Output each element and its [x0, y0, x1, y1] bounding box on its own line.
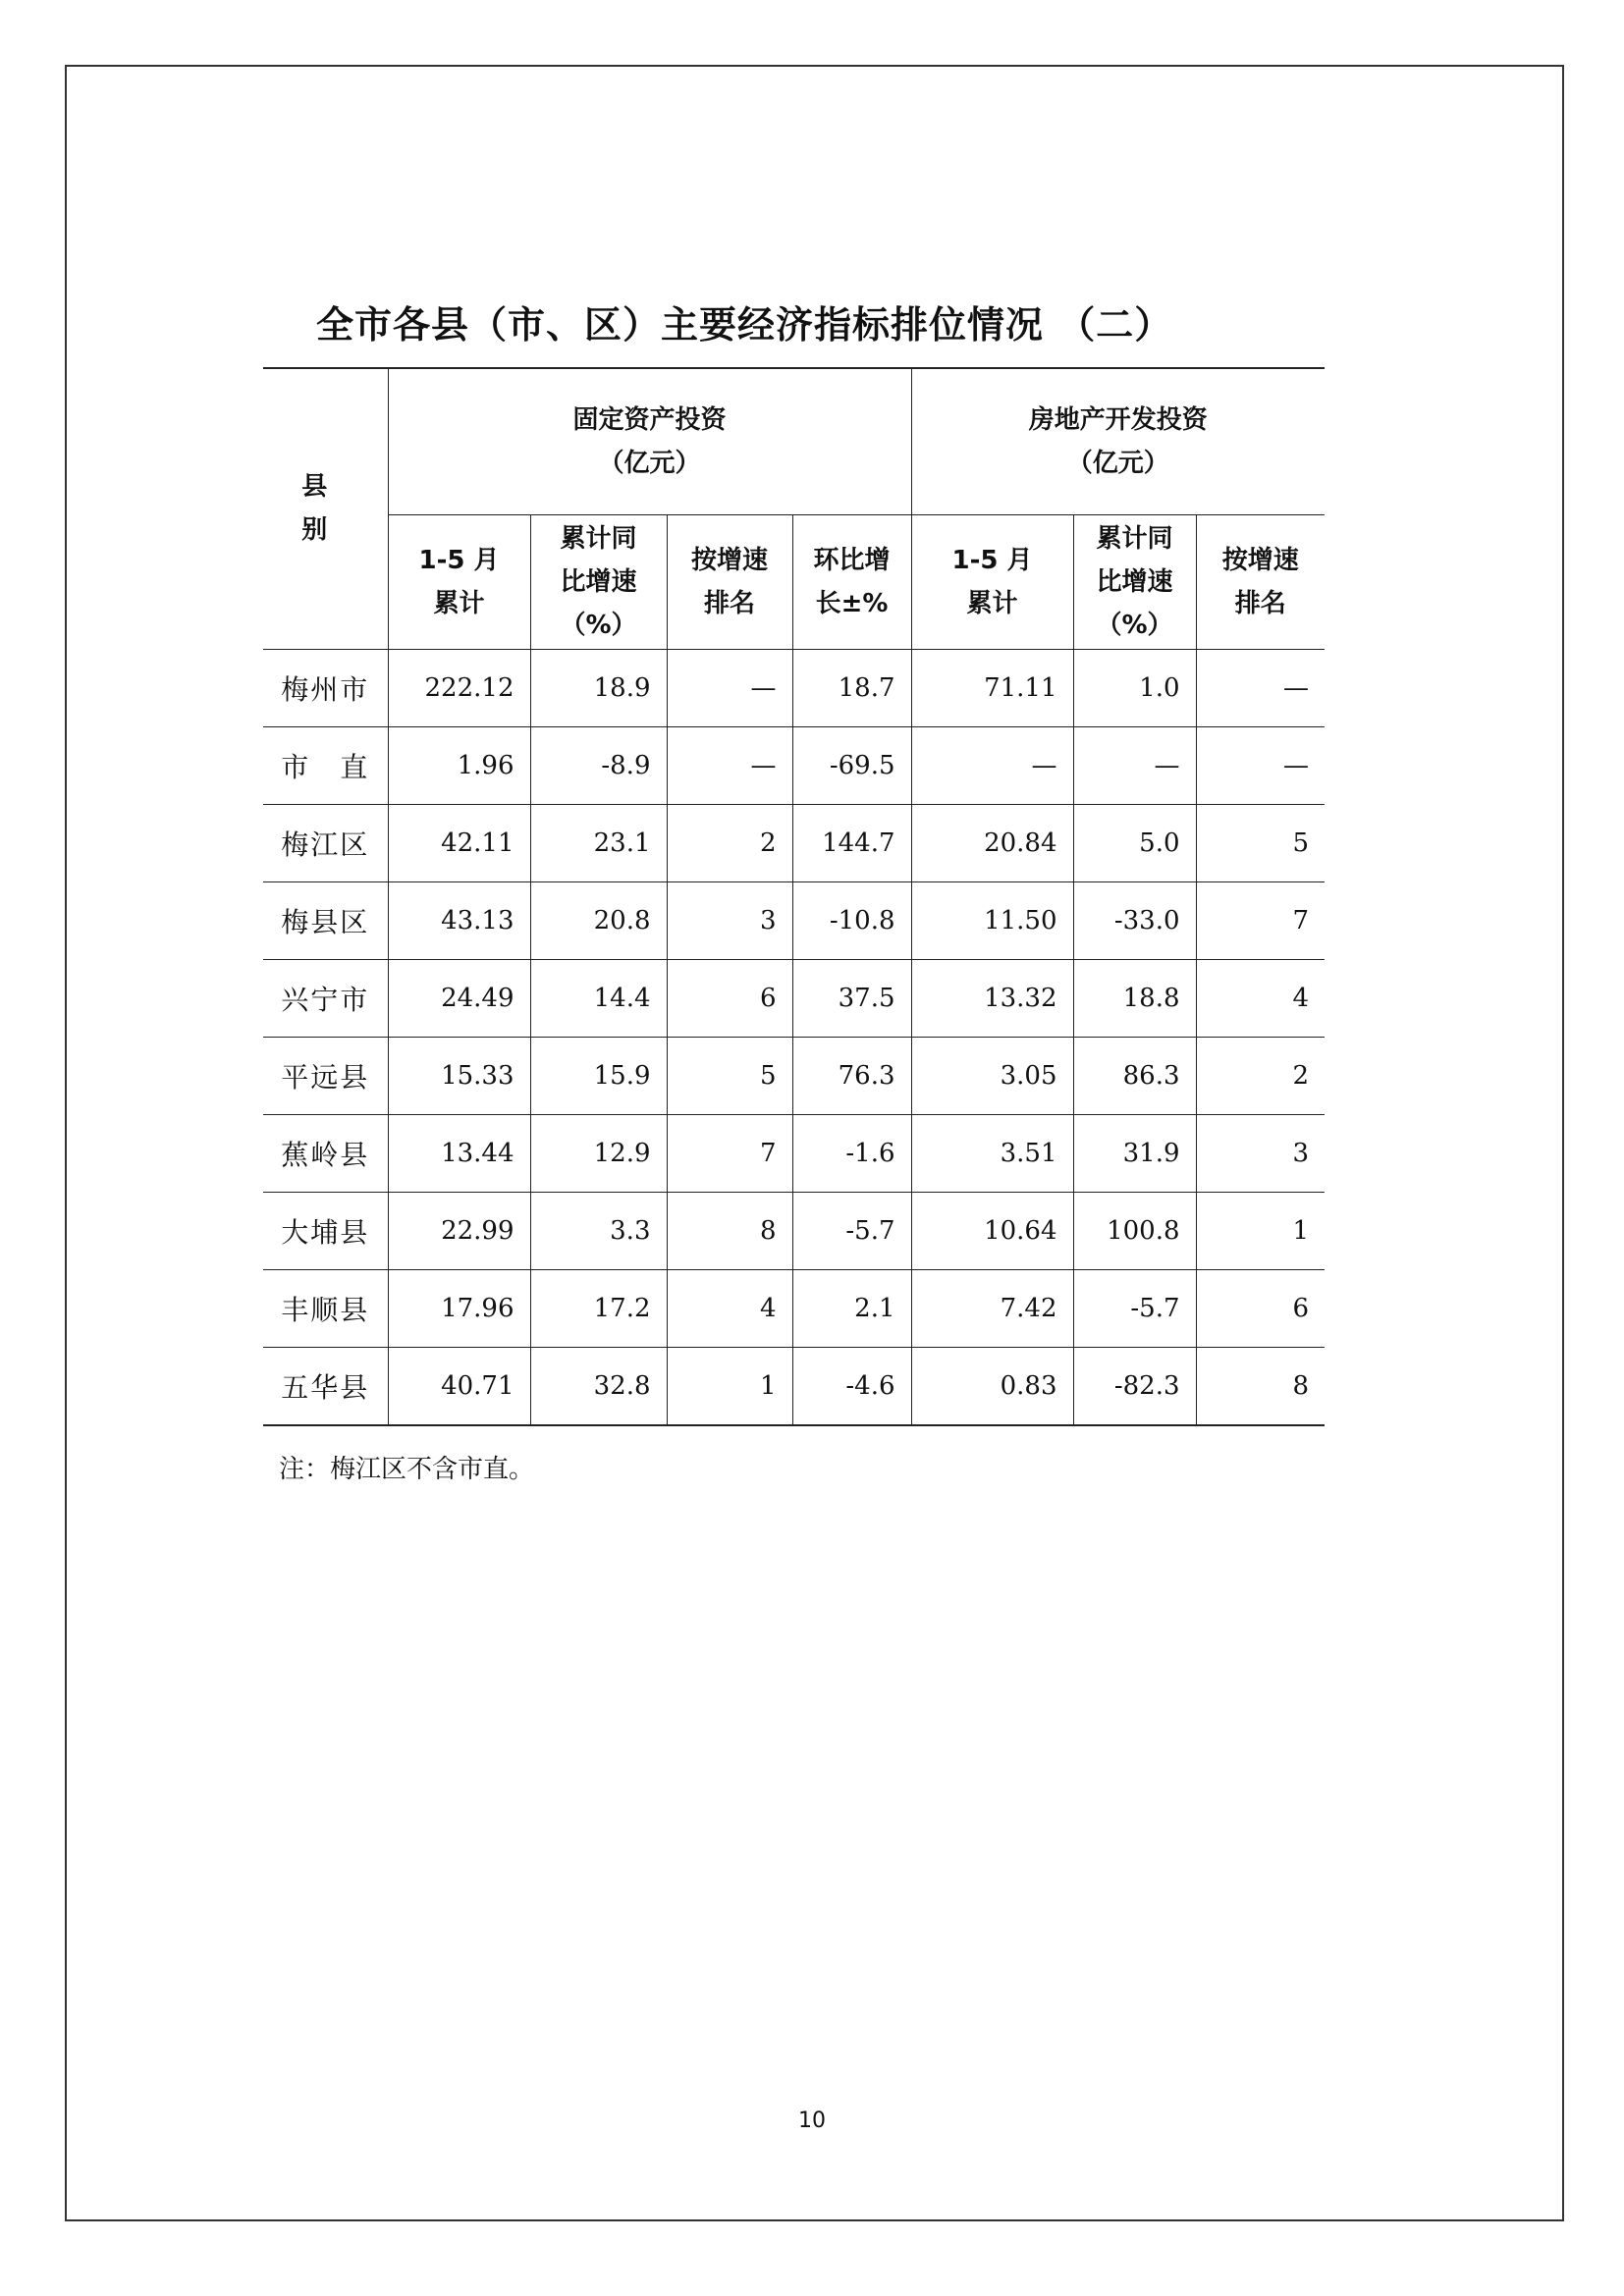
value-cell: 11.50 — [911, 881, 1073, 959]
value-cell: — — [1196, 726, 1325, 804]
rei-cumulative-header: 1-5 月 累计 — [911, 514, 1073, 649]
table-row — [263, 1269, 1325, 1347]
table-row — [263, 649, 1325, 726]
value-cell: 8 — [1196, 1347, 1325, 1425]
value-cell: — — [667, 726, 792, 804]
rei-rank-header: 按增速 排名 — [1196, 514, 1325, 649]
value-cell: 18.8 — [1073, 959, 1196, 1037]
value-cell: 0.83 — [911, 1347, 1073, 1425]
county-name-cell: 蕉岭县 — [263, 1114, 388, 1192]
table-row — [263, 1037, 1325, 1114]
value-cell: 76.3 — [792, 1037, 911, 1114]
value-cell: 20.8 — [530, 881, 667, 959]
fixed-asset-investment-header: 固定资产投资 （亿元） — [388, 368, 911, 514]
value-cell: -69.5 — [792, 726, 911, 804]
value-cell: 2.1 — [792, 1269, 911, 1347]
county-column-header: 县 别 — [263, 368, 388, 649]
county-name-cell: 梅州市 — [263, 649, 388, 726]
county-name-cell: 梅县区 — [263, 881, 388, 959]
value-cell: 43.13 — [388, 881, 530, 959]
value-cell: -8.9 — [530, 726, 667, 804]
value-cell: -4.6 — [792, 1347, 911, 1425]
value-cell: 5 — [1196, 804, 1325, 881]
real-estate-investment-header: 房地产开发投资 （亿元） — [911, 368, 1325, 514]
value-cell: — — [1073, 726, 1196, 804]
value-cell: -1.6 — [792, 1114, 911, 1192]
table-row — [263, 959, 1325, 1037]
indicator-table — [263, 367, 1325, 1426]
value-cell: 1 — [667, 1347, 792, 1425]
value-cell: 10.64 — [911, 1192, 1073, 1269]
value-cell: 12.9 — [530, 1114, 667, 1192]
value-cell: 3.05 — [911, 1037, 1073, 1114]
value-cell: 7.42 — [911, 1269, 1073, 1347]
value-cell: 3.51 — [911, 1114, 1073, 1192]
value-cell: 20.84 — [911, 804, 1073, 881]
table-title: 全市各县（市、区）主要经济指标排位情况 （二） — [316, 303, 1173, 347]
value-cell: 18.7 — [792, 649, 911, 726]
value-cell: 3 — [667, 881, 792, 959]
table-row — [263, 1192, 1325, 1269]
value-cell: -82.3 — [1073, 1347, 1196, 1425]
value-cell: 14.4 — [530, 959, 667, 1037]
value-cell: 17.96 — [388, 1269, 530, 1347]
value-cell: 32.8 — [530, 1347, 667, 1425]
table-body — [263, 649, 1325, 1425]
county-name-cell: 平远县 — [263, 1037, 388, 1114]
value-cell: -10.8 — [792, 881, 911, 959]
value-cell: 5.0 — [1073, 804, 1196, 881]
value-cell: 4 — [1196, 959, 1325, 1037]
value-cell: 2 — [1196, 1037, 1325, 1114]
county-name-cell: 兴宁市 — [263, 959, 388, 1037]
value-cell: 1.0 — [1073, 649, 1196, 726]
value-cell: 37.5 — [792, 959, 911, 1037]
fai-cumulative-header: 1-5 月 累计 — [388, 514, 530, 649]
fai-yoy-growth-header: 累计同 比增速 （%） — [530, 514, 667, 649]
value-cell: 2 — [667, 804, 792, 881]
page-number: 10 — [798, 2109, 826, 2133]
value-cell: 7 — [1196, 881, 1325, 959]
value-cell: 1.96 — [388, 726, 530, 804]
value-cell: 7 — [667, 1114, 792, 1192]
value-cell: 1 — [1196, 1192, 1325, 1269]
value-cell: 15.9 — [530, 1037, 667, 1114]
value-cell: 15.33 — [388, 1037, 530, 1114]
value-cell: 18.9 — [530, 649, 667, 726]
value-cell: 13.44 — [388, 1114, 530, 1192]
value-cell: 17.2 — [530, 1269, 667, 1347]
value-cell: 6 — [1196, 1269, 1325, 1347]
value-cell: — — [667, 649, 792, 726]
footnote: 注：梅江区不含市直。 — [279, 1455, 535, 1484]
value-cell: 40.71 — [388, 1347, 530, 1425]
county-name-cell: 五华县 — [263, 1347, 388, 1425]
value-cell: 31.9 — [1073, 1114, 1196, 1192]
value-cell: 144.7 — [792, 804, 911, 881]
value-cell: 3 — [1196, 1114, 1325, 1192]
value-cell: -5.7 — [792, 1192, 911, 1269]
value-cell: 23.1 — [530, 804, 667, 881]
value-cell: 13.32 — [911, 959, 1073, 1037]
value-cell: 5 — [667, 1037, 792, 1114]
county-name-cell: 丰顺县 — [263, 1269, 388, 1347]
county-name-cell: 大埔县 — [263, 1192, 388, 1269]
county-name-cell: 梅江区 — [263, 804, 388, 881]
value-cell: -5.7 — [1073, 1269, 1196, 1347]
table-row — [263, 1114, 1325, 1192]
value-cell: 42.11 — [388, 804, 530, 881]
county-name-cell: 市 直 — [263, 726, 388, 804]
value-cell: 100.8 — [1073, 1192, 1196, 1269]
table-row — [263, 881, 1325, 959]
value-cell: 71.11 — [911, 649, 1073, 726]
value-cell: — — [1196, 649, 1325, 726]
fai-mom-growth-header: 环比增 长±% — [792, 514, 911, 649]
value-cell: 22.99 — [388, 1192, 530, 1269]
value-cell: 8 — [667, 1192, 792, 1269]
value-cell: — — [911, 726, 1073, 804]
value-cell: 86.3 — [1073, 1037, 1196, 1114]
value-cell: 4 — [667, 1269, 792, 1347]
value-cell: 3.3 — [530, 1192, 667, 1269]
table-row — [263, 726, 1325, 804]
fai-rank-header: 按增速 排名 — [667, 514, 792, 649]
table-row — [263, 804, 1325, 881]
value-cell: -33.0 — [1073, 881, 1196, 959]
value-cell: 24.49 — [388, 959, 530, 1037]
value-cell: 222.12 — [388, 649, 530, 726]
value-cell: 6 — [667, 959, 792, 1037]
table-row — [263, 1347, 1325, 1425]
rei-yoy-growth-header: 累计同 比增速 （%） — [1073, 514, 1196, 649]
